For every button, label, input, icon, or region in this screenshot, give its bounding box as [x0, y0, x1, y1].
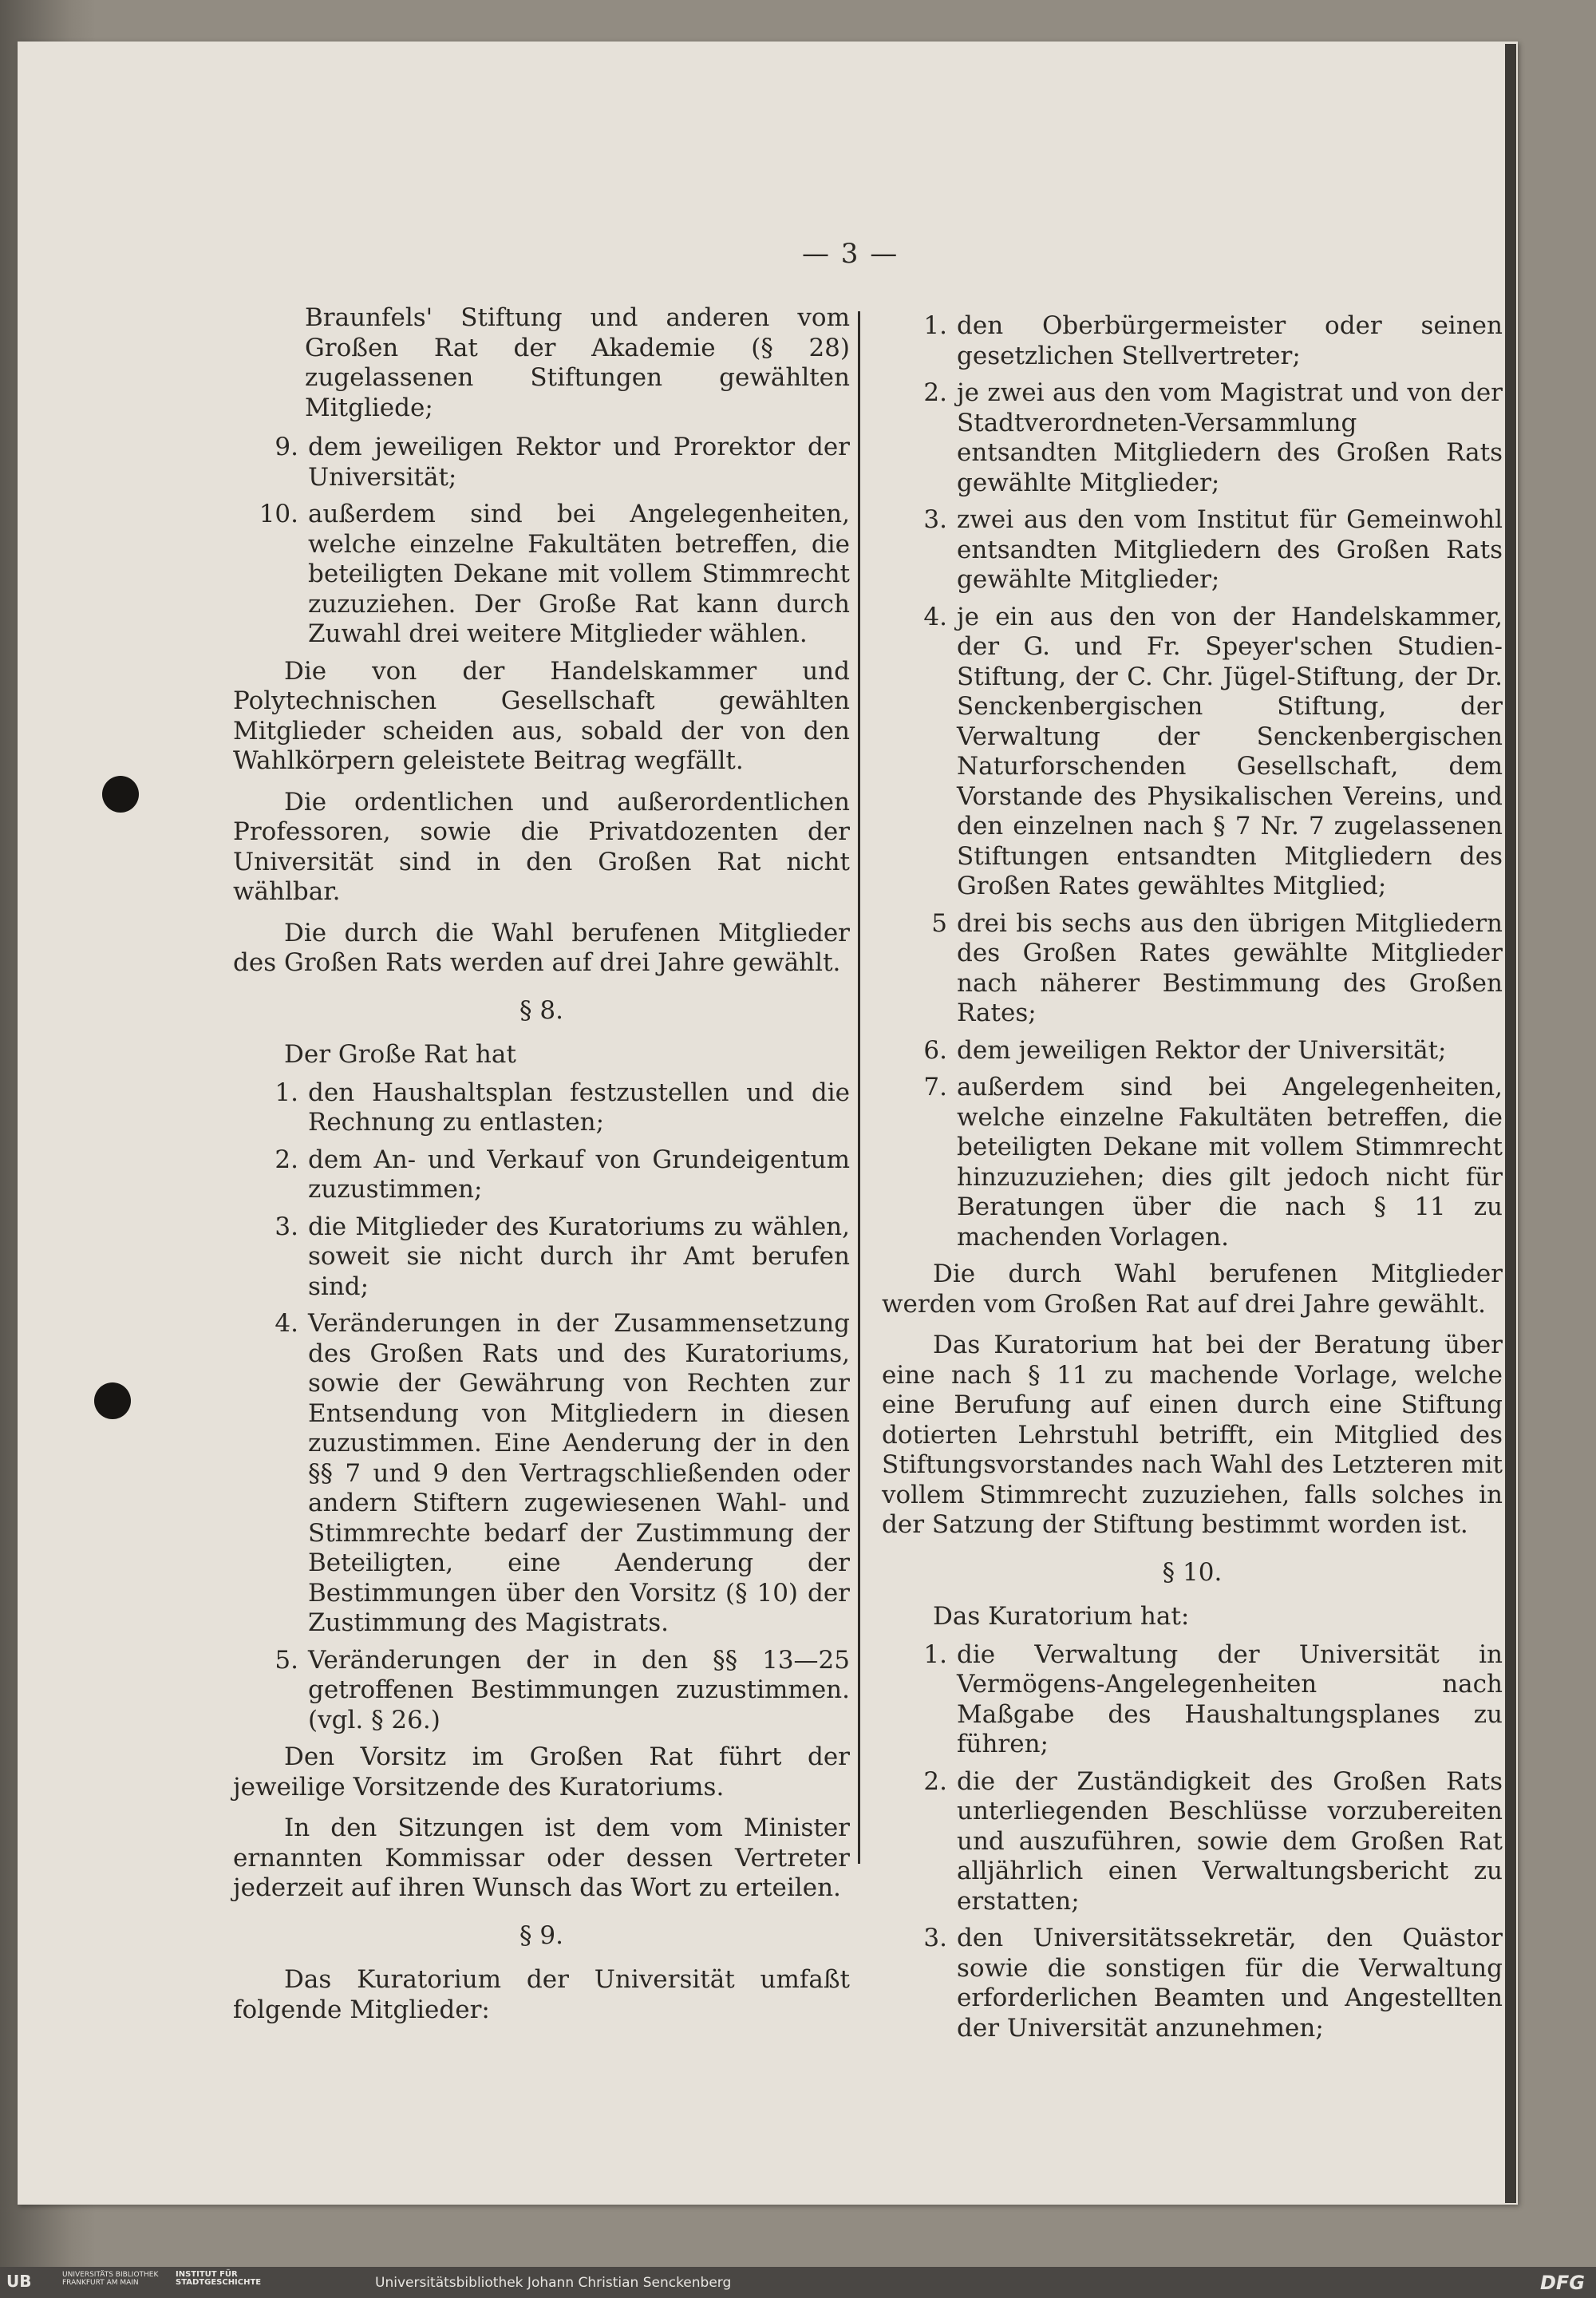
ub-logo: UB — [6, 2272, 32, 2291]
section-heading: § 10. — [1162, 1557, 1223, 1587]
list-item — [233, 500, 850, 650]
paragraph: Die durch die Wahl berufenen Mitglieder des Großen Rats werden auf drei Jahre gewählt. — [233, 918, 850, 977]
list-number: 1. — [275, 1078, 298, 1107]
list-number: 3. — [923, 1924, 947, 1952]
list-number: 7. — [923, 1073, 947, 1102]
list-item — [882, 1036, 1503, 1066]
list-number: 1. — [923, 1639, 947, 1669]
list-number: 2. — [923, 378, 947, 407]
list-number: 6. — [923, 1035, 947, 1065]
list-text: außerdem sind bei Angelegenheiten, welche einzelne Fakultäten betreffen, die beteiligten Dekane mit vollem Stimmrecht zuzuziehen. Der Große Rat kann durch Zuwahl drei weitere Mitglieder wählen. — [308, 500, 850, 648]
list-number: 5 — [931, 908, 947, 938]
institut-logo: INSTITUT FÜR STADTGESCHICHTE — [176, 2270, 262, 2287]
list-text: Veränderungen der in den §§ 13—25 getroffenen Bestimmungen zuzustimmen. (vgl. § 26.) — [308, 1645, 850, 1734]
list-item — [882, 603, 1503, 902]
section-lead: Der Große Rat hat — [284, 1040, 516, 1069]
list-item — [233, 433, 850, 492]
paragraph: Den Vorsitz im Großen Rat führt der jeweilige Vorsitzende des Kuratoriums. — [233, 1742, 850, 1802]
list-text: je ein aus den von der Handelskammer, der G. und Fr. Speyer'schen Studien-Stiftung, der C. Chr. Jügel-Stiftung, der Dr. Senckenbergischen Stiftung, der Verwaltung der Senckenbergischen Naturforschenden Gesellschaft, dem Vorstande des Physikalischen Vereins, und den einzelnen nach § 7 Nr. 7 zugelassenen Stiftungen entsandten Mitgliedern des Großen Rates gewähltes Mitglied; — [957, 602, 1503, 900]
list-item — [882, 311, 1503, 371]
list-number: 9. — [275, 433, 298, 461]
list-text: dem jeweiligen Rektor und Prorektor der Universität; — [308, 433, 850, 492]
list-item — [882, 378, 1503, 498]
viewer-footer — [0, 2267, 1596, 2298]
left-column — [233, 303, 850, 2036]
page-number: — 3 — — [802, 238, 899, 270]
paragraph: In den Sitzungen ist dem vom Minister ernannten Kommissar oder dessen Vertreter jederzeit auf ihren Wunsch das Wort zu erteilen. — [233, 1813, 850, 1902]
library-name: Universitätsbibliothek Johann Christian Senckenberg — [375, 2275, 732, 2291]
paragraph: Die ordentlichen und außerordentlichen Professoren, sowie die Privatdozenten der Universität sind in den Großen Rat nicht wählbar. — [233, 787, 850, 906]
section-heading: § 9. — [519, 1920, 563, 1950]
list-text: dem jeweiligen Rektor der Universität; — [957, 1035, 1447, 1065]
page-edge-shadow — [1505, 44, 1516, 2203]
list-number: 4. — [275, 1309, 298, 1338]
list-item — [882, 505, 1503, 595]
right-column — [882, 311, 1503, 2051]
section-lead: Das Kuratorium hat: — [933, 1602, 1190, 1631]
column-divider — [858, 311, 860, 1864]
list-item — [233, 1078, 850, 1138]
list-number: 2. — [275, 1145, 298, 1174]
list-text: die Verwaltung der Universität in Vermögens-Angelegenheiten nach Maßgabe des Haushaltungsplanes zu führen; — [957, 1639, 1503, 1758]
list-text: Veränderungen in der Zusammensetzung des Großen Rats und des Kuratoriums, sowie der Gewährung von Rechten zur Entsendung von Mitgliedern in diesen zuzustimmen. Eine Aenderung der in den §§ 7 und 9 den Vertragschließenden oder andern Stiftern zugewiesenen Wahl- und Stimmrechte bedarf der Zustimmung der Beteiligten, eine Aenderung der Bestimmungen über den Vorsitz (§ 10) der Zustimmung des Magistrats. — [308, 1309, 850, 1637]
punch-hole-top — [102, 776, 139, 813]
list-item — [233, 1212, 850, 1303]
paragraph: Das Kuratorium hat bei der Beratung über eine nach § 11 zu machende Vorlage, welche eine Berufung auf einen durch eine Stiftung dotierten Lehrstuhl betrifft, ein Mitglied des Stiftungsvorstandes nach Wahl des Letzteren mit vollem Stimmrecht zuzuziehen, falls solches in der Satzung der Stiftung bestimmt worden ist. — [882, 1331, 1503, 1539]
ub-logo-subtitle: UNIVERSITÄTS BIBLIOTHEK FRANKFURT AM MAIN — [62, 2271, 159, 2287]
list-item — [233, 1145, 850, 1205]
list-item — [882, 1073, 1503, 1252]
list-text: dem An- und Verkauf von Grundeigentum zuzustimmen; — [308, 1145, 850, 1204]
paragraph: Die durch Wahl berufenen Mitglieder werden vom Großen Rat auf drei Jahre gewählt. — [882, 1260, 1503, 1319]
paragraph-continuation: Braunfels' Stiftung und anderen vom Großen Rat der Akademie (§ 28) zugelassenen Stiftungen gewählten Mitgliede; — [305, 303, 850, 422]
list-number: 2. — [923, 1766, 947, 1796]
list-item — [882, 909, 1503, 1029]
paragraph: Die von der Handelskammer und Polytechnischen Gesellschaft gewählten Mitglieder scheiden aus, sobald der von den Wahlkörpern geleistete Beitrag wegfällt. — [233, 656, 850, 775]
list-item — [882, 1767, 1503, 1917]
list-text: außerdem sind bei Angelegenheiten, welche einzelne Fakultäten betreffen, die beteiligten Dekane mit vollem Stimmrecht hinzuzuziehen; dies gilt jedoch nicht für Beratungen über die nach § 11 zu machenden Vorlagen. — [957, 1073, 1503, 1252]
paragraph: Das Kuratorium der Universität umfaßt folgende Mitglieder: — [233, 1965, 850, 2024]
list-number: 4. — [923, 602, 947, 631]
list-number: 1. — [923, 311, 947, 340]
dfg-logo: DFG — [1539, 2272, 1585, 2294]
punch-hole-bottom — [94, 1382, 131, 1419]
list-number: 5. — [275, 1645, 298, 1675]
list-item — [882, 1640, 1503, 1760]
list-number: 3. — [923, 505, 947, 534]
list-text: drei bis sechs aus den übrigen Mitgliedern des Großen Rates gewählte Mitglieder nach näherer Bestimmung des Großen Rates; — [957, 908, 1503, 1027]
list-number: 10. — [259, 500, 298, 528]
list-text: den Universitätssekretär, den Quästor sowie die sonstigen für die Verwaltung erforderlichen Beamten und Angestellten der Universität anzunehmen; — [957, 1924, 1503, 2043]
list-number: 3. — [275, 1212, 298, 1241]
list-item — [233, 1309, 850, 1639]
section-heading: § 8. — [519, 995, 563, 1025]
list-item — [882, 1924, 1503, 2043]
list-text: den Oberbürgermeister oder seinen gesetzlichen Stellvertreter; — [957, 311, 1503, 370]
list-item — [233, 1646, 850, 1736]
list-text: die der Zuständigkeit des Großen Rats unterliegenden Beschlüsse vorzubereiten und auszuführen, sowie dem Großen Rat alljährlich einen Verwaltungsbericht zu erstatten; — [957, 1766, 1503, 1916]
list-text: je zwei aus den vom Magistrat und von der Stadtverordneten-Versammlung entsandten Mitgliedern des Großen Rats gewählte Mitglieder; — [957, 378, 1503, 497]
list-text: die Mitglieder des Kuratoriums zu wählen, soweit sie nicht durch ihr Amt berufen sind; — [308, 1212, 850, 1301]
list-text: den Haushaltsplan festzustellen und die Rechnung zu entlasten; — [308, 1078, 850, 1137]
list-text: zwei aus den vom Institut für Gemeinwohl entsandten Mitgliedern des Großen Rats gewählte Mitglieder; — [957, 505, 1503, 594]
